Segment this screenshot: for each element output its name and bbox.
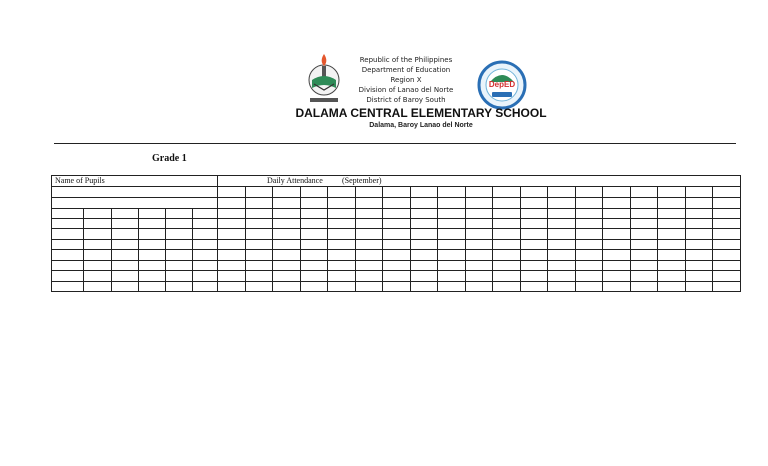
grid-row-line [52,260,740,261]
header-region: Region X [390,76,422,84]
grid-row-line [52,208,740,209]
grid-row-line [52,270,740,271]
pupils-column-header: Name of Pupils [55,176,105,185]
grid-column-line [465,186,466,291]
grid-column-line [111,208,112,291]
header-department: Department of Education [361,66,451,74]
attendance-column-header: Daily Attendance [267,176,323,185]
grid-row-line [52,281,740,282]
grid-row-line [52,249,740,250]
grid-column-line [575,186,576,291]
grid-column-line [327,186,328,291]
deped-logo-text: DepED [488,80,516,89]
grid-column-line [165,208,166,291]
grid-row-line [52,239,740,240]
school-address: Dalama, Baroy Lanao del Norte [369,122,473,129]
school-name: DALAMA CENTRAL ELEMENTARY SCHOOL [295,106,547,120]
header-divider [54,143,736,144]
document-header [0,0,768,140]
grid-row-line [52,186,740,187]
header-republic: Republic of the Philippines [359,56,453,64]
grid-column-line [630,186,631,291]
grid-column-line [520,186,521,291]
grid-column-line [245,186,246,291]
attendance-table [51,175,741,292]
grid-column-line [410,186,411,291]
grade-label: Grade 1 [152,153,187,164]
grid-column-line [657,186,658,291]
attendance-month: (September) [342,176,382,185]
grid-column-line [138,208,139,291]
grid-row-line [52,197,740,198]
header-division: Division of Lanao del Norte [358,86,454,94]
grid-column-line [272,186,273,291]
grid-column-line [192,208,193,291]
grid-column-line [602,186,603,291]
deped-circle-logo [474,60,530,110]
grid-column-line [217,176,218,291]
grid-column-line [382,186,383,291]
grid-row-line [52,228,740,229]
grid-column-line [712,186,713,291]
grid-column-line [547,186,548,291]
header-district: District of Baroy South [366,96,446,104]
grid-column-line [492,186,493,291]
grid-column-line [685,186,686,291]
grid-row-line [52,218,740,219]
grid-column-line [355,186,356,291]
grid-column-line [300,186,301,291]
grid-column-line [437,186,438,291]
grid-column-line [83,208,84,291]
